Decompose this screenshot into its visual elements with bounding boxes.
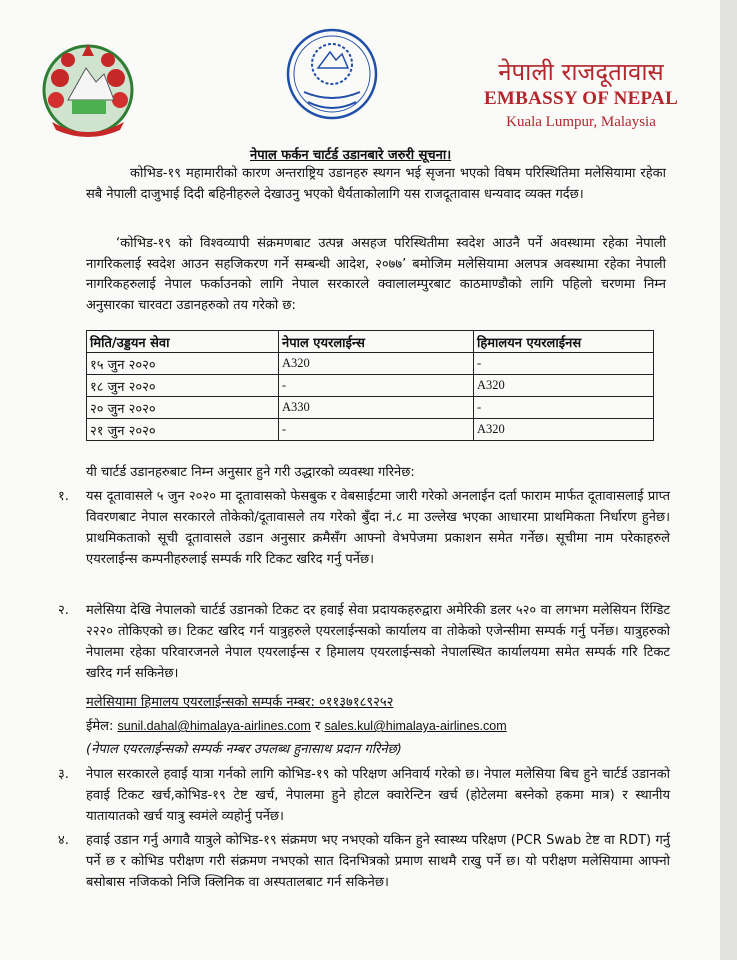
embassy-name-english: EMBASSY OF NEPAL xyxy=(483,88,679,109)
table-row xyxy=(87,353,654,375)
list-item-number: ४. xyxy=(58,833,69,848)
list-item-text: यस दूतावासले ५ जुन २०२० मा दूतावासको फेसबुक र वेबसाईटमा जारी गरेको अनलाईन दर्ता फाराम मार्फत दूतावासलाई प्राप्त विवरणबाट नेपाल सरकारले तोकेको/दूतावासले तय गरेको बुँदा नं.८ मा उल्लेख भएका आधारमा प्राथमिकता निर्धारण हुनेछ। प्राथमिकताको सूची दूतावासले उडान अनुसार क्रमैसँग आफ्नो वेभपेजमा प्रकाशन समेत गर्नेछ। सूचीमा नाम परेकाहरुले एयरलाईन्स कम्पनीहरुलाई सम्पर्क गरि टिकट खरिद गर्नु पर्नेछ। xyxy=(86,489,670,567)
nepal-airlines-aircraft: A320 xyxy=(279,353,474,375)
himalaya-airlines-aircraft: A320 xyxy=(474,419,654,441)
column-header-himalaya-airlines: हिमालयन एयरलाईनस xyxy=(474,331,654,353)
contact-emails xyxy=(86,716,507,734)
flight-schedule-table xyxy=(86,330,654,441)
himalaya-airlines-aircraft: - xyxy=(474,397,654,419)
himalaya-contact-number: मलेसियामा हिमालय एयरलाईन्सको सम्पर्क नम्बर: ०११३७१८९२५२ xyxy=(86,695,394,710)
embassy-seal-icon xyxy=(282,22,382,128)
list-item xyxy=(58,830,670,893)
list-item xyxy=(58,486,670,570)
list-item xyxy=(58,600,670,684)
table-header-row xyxy=(87,331,654,353)
table-row xyxy=(87,419,654,441)
list-item-text: मलेसिया देखि नेपालको चार्टर्ड उडानको टिकट दर हवाई सेवा प्रदायकहरुद्वारा अमेरिकी डलर ५२० वा लगभग मलेसियन रिंग्डिट २२२० तोकिएको छ। टिकट खरिद गर्न यात्रुहरुले एयरलाईन्सको कार्यालय वा तोकेको एजेन्सीमा सम्पर्क गर्नु पर्नेछ। यात्रुहरुको नेपालमा रहेका परिवारजनले नेपाल एयरलाईन्स र हिमालय एयरलाईन्सको नेपालस्थित कार्यालयमा समेत सम्पर्क गरि टिकट खरिद गर्न सकिनेछ। xyxy=(86,603,670,681)
flight-date: २० जुन २०२० xyxy=(87,397,279,419)
email-link-sales[interactable]: sales.kul@himalaya-airlines.com xyxy=(324,719,507,733)
page-edge-shadow xyxy=(720,0,737,960)
himalaya-airlines-aircraft: - xyxy=(474,353,654,375)
flight-date: १५ जुन २०२० xyxy=(87,353,279,375)
order-paragraph: ‘कोभिड-१९ को विश्वव्यापी संक्रमणबाट उत्पन्न असहज परिस्थितीमा स्वदेश आउनै पर्ने अवस्थामा रहेका नेपाली नागरिकलाई स्वदेश आउन सहजिकरण गर्ने सम्बन्धी आदेश, २०७७’ बमोजिम मलेसियामा अलपत्र अवस्थामा रहेका नेपाली नागरिकहरुलाई नेपाल फर्काउनको लागि नेपाल सरकारले क्वालालम्पुरबाट काठमाण्डौको लागि पहिलो चरणमा निम्न अनुसारका चारवटा उडानहरुको तय गरेको छ: xyxy=(86,236,666,313)
himalaya-airlines-aircraft: A320 xyxy=(474,375,654,397)
list-item-number: २. xyxy=(58,603,69,618)
table-row xyxy=(87,375,654,397)
notice-title: नेपाल फर्कन चार्टर्ड उडानबारे जरुरी सूचना। xyxy=(250,148,452,163)
arrangements-intro: यी चार्टर्ड उडानहरुबाट निम्न अनुसार हुने गरी उद्धारको व्यवस्था गरिनेछ: xyxy=(86,465,415,480)
nepal-airlines-aircraft: A330 xyxy=(279,397,474,419)
nepal-airlines-note: (नेपाल एयरलाईन्सको सम्पर्क नम्बर उपलब्ध हुनासाथ प्रदान गरिनेछ) xyxy=(86,742,402,757)
list-item-text: हवाई उडान गर्नु अगावै यात्रुले कोभिड-१९ संक्रमण भए नभएको यकिन हुने स्वास्थ्य परिक्षण (PCR Swab टेष्ट वा RDT) गर्नु पर्ने छ र कोभिड परीक्षण गरी संक्रमण नभएको सात दिनभित्रको प्रमाण साथमै राखु पर्ने छ। यो परीक्षण मलेसियामा आफ्नो बसोबास नजिकको निजि क्लिनिक वा अस्पतालबाट गर्न सकिनेछ। xyxy=(86,833,670,890)
flight-date: १८ जुन २०२० xyxy=(87,375,279,397)
nepal-emblem-icon xyxy=(38,38,138,142)
list-item-number: १. xyxy=(58,489,69,504)
embassy-letterhead xyxy=(476,58,686,132)
list-item-number: ३. xyxy=(58,767,69,782)
intro-paragraph: कोभिड-१९ महामारीको कारण अन्तराष्ट्रिय उडानहरु स्थगन भई सृजना भएको विषम परिस्थितिमा मलेसियामा रहेका सबै नेपाली दाजुभाई दिदी बहिनीहरुले देखाउनु भएको धैर्यताकोलागि यस राजदूतावास धन्यवाद व्यक्त गर्दछ। xyxy=(86,166,666,202)
flight-date: २१ जुन २०२० xyxy=(87,419,279,441)
list-item xyxy=(58,764,670,827)
nepal-airlines-aircraft: - xyxy=(279,419,474,441)
nepal-airlines-aircraft: - xyxy=(279,375,474,397)
email-conjunction: र xyxy=(314,719,321,734)
column-header-date: मिति/उड्डयन सेवा xyxy=(87,331,279,353)
email-link-sunil[interactable]: sunil.dahal@himalaya-airlines.com xyxy=(117,719,311,733)
table-row xyxy=(87,397,654,419)
embassy-name-nepali: नेपाली राजदूतावास xyxy=(498,58,664,86)
column-header-nepal-airlines: नेपाल एयरलाईन्स xyxy=(279,331,474,353)
embassy-location: Kuala Lumpur, Malaysia xyxy=(506,114,656,130)
email-label: ईमेल: xyxy=(86,719,114,734)
list-item-text: नेपाल सरकारले हवाई यात्रा गर्नको लागि कोभिड-१९ को परिक्षण अनिवार्य गरेको छ। नेपाल मलेसिया बिच हुने चार्टर्ड उडानको हवाई टिकट खर्च,कोभिड-१९ टेष्ट खर्च, नेपालमा हुने होटल क्वारेन्टिन खर्च (होटेलमा बस्नेको हकमा मात्र) र स्थानीय यातायातको खर्च यात्रु स्वमंले व्यहोर्नु पर्नेछ। xyxy=(86,767,670,824)
